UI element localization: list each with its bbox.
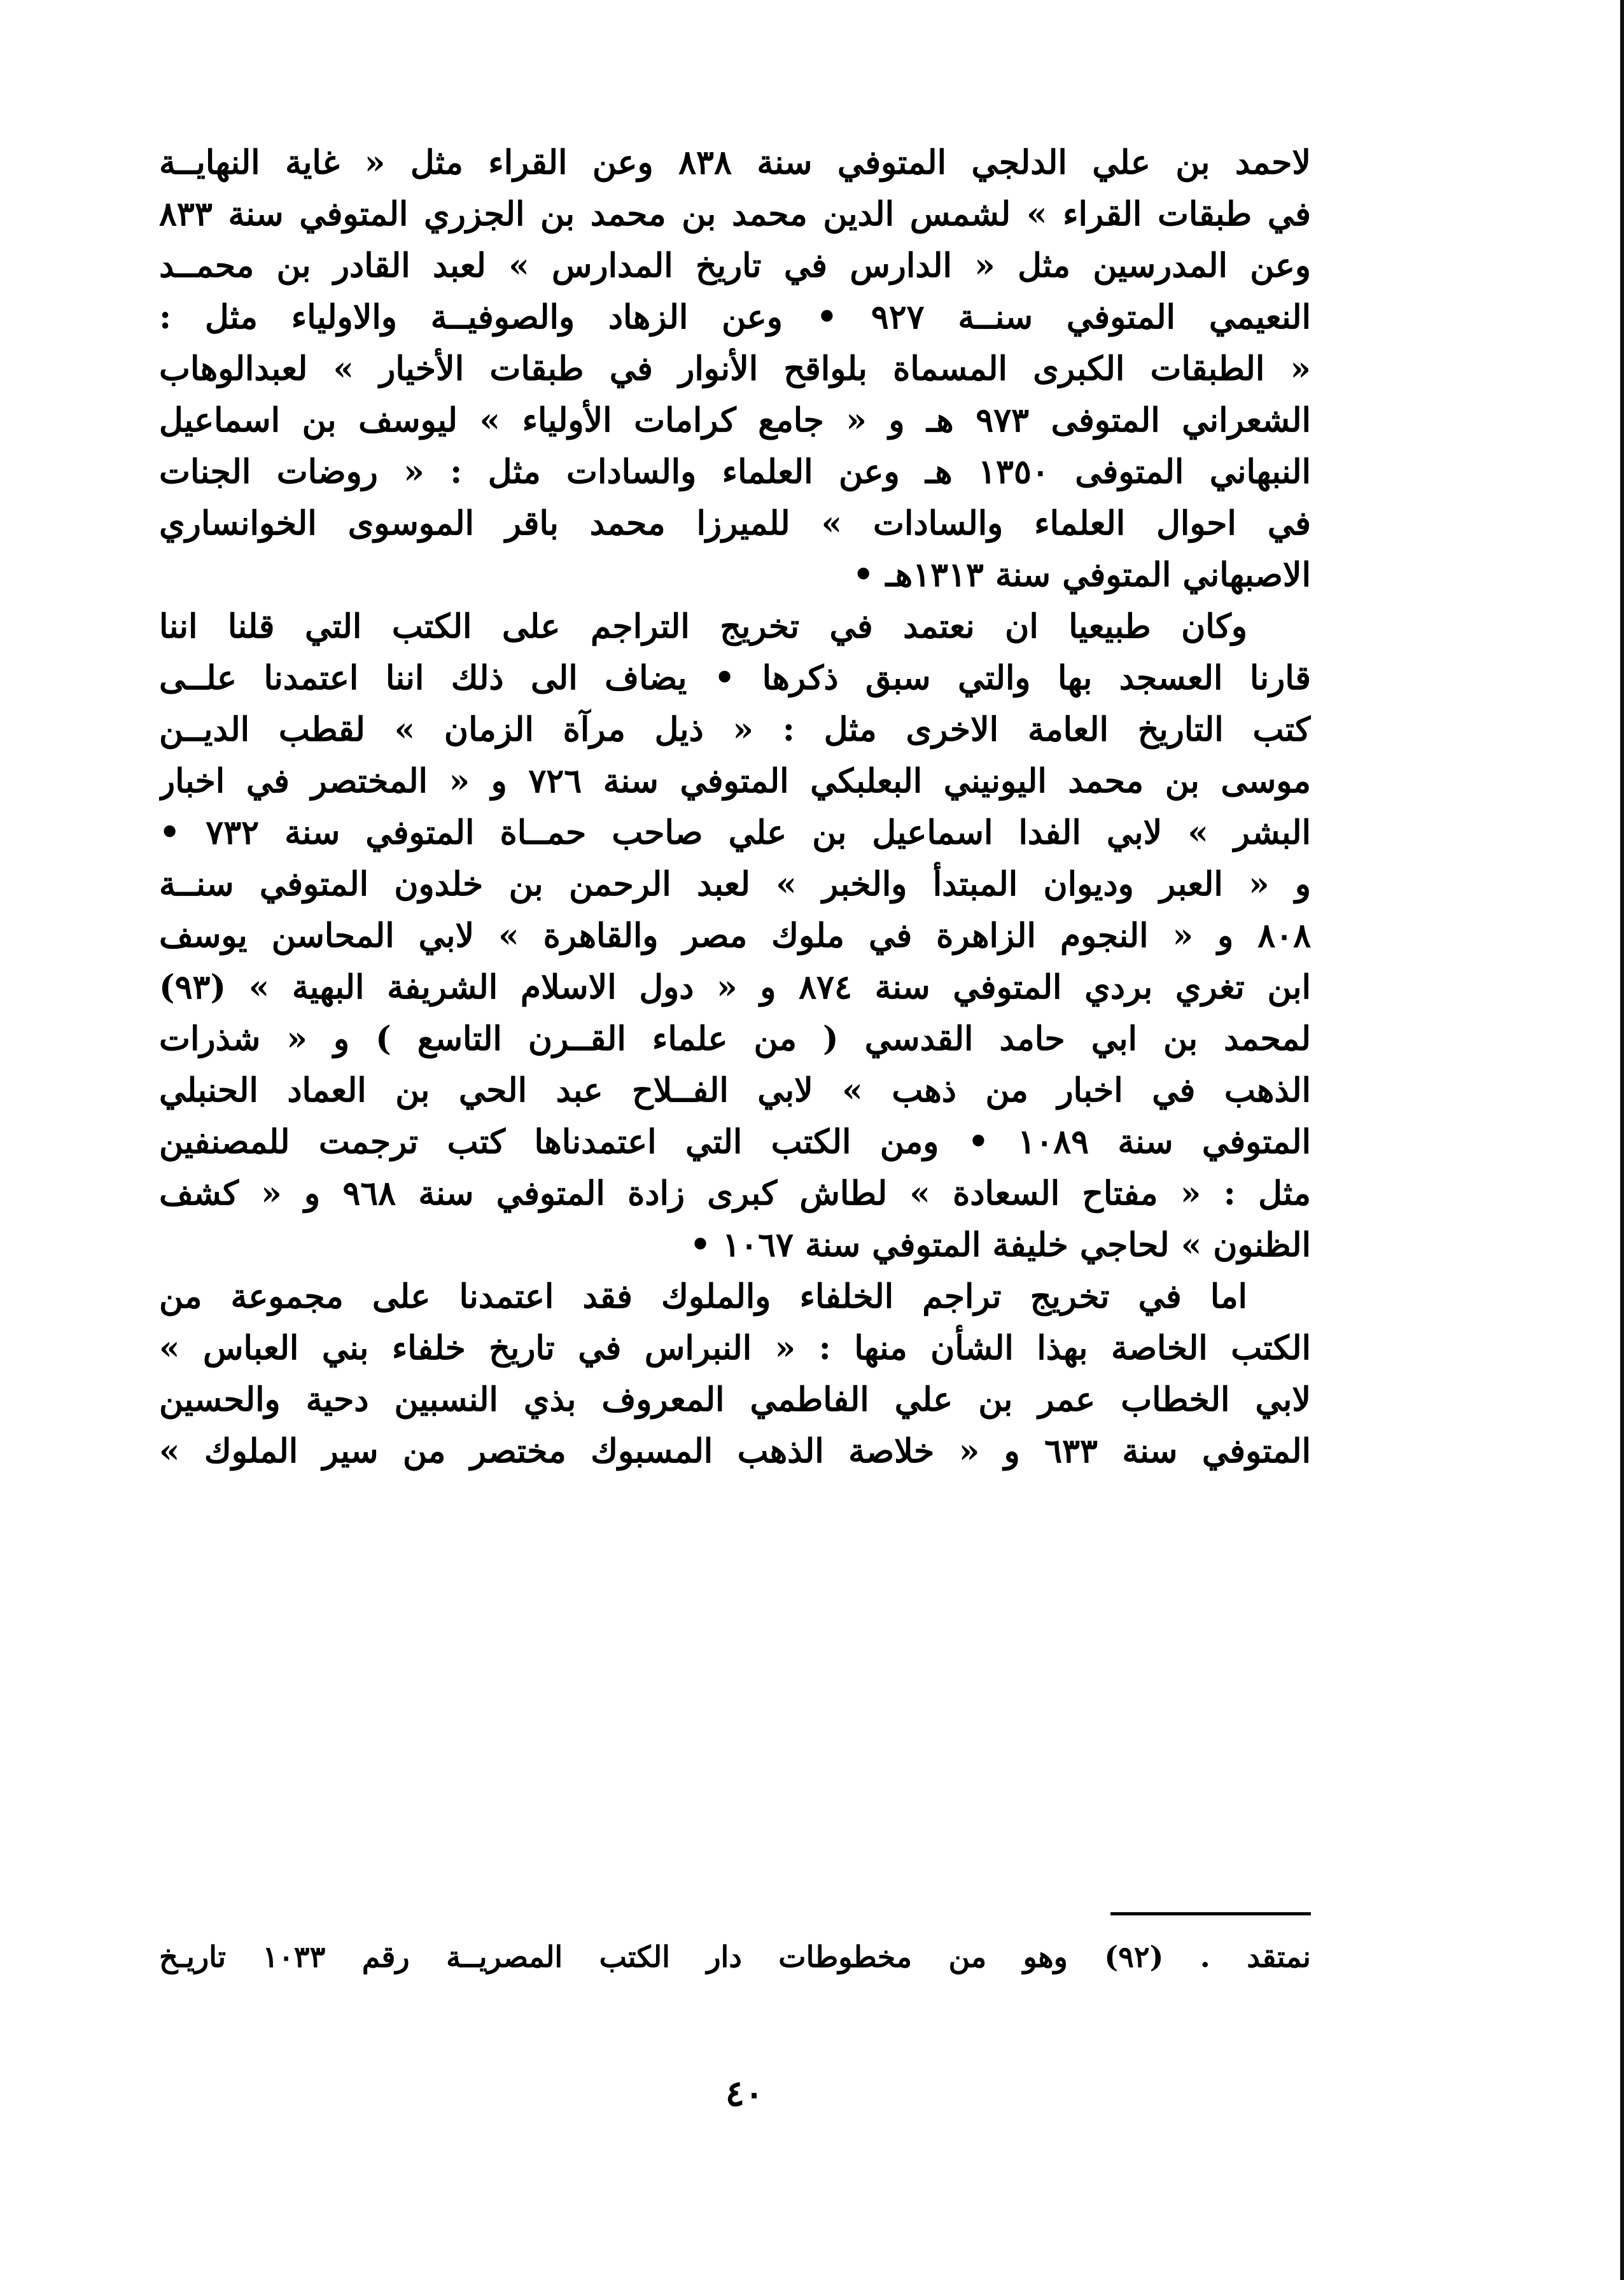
text-line: وعن المدرسين مثل « الدارس في تاريخ المدارس » لعبد القادر بن محمــد [159, 246, 1311, 285]
text-line: لمحمد بن ابي حامد القدسي ( من علماء القــرن التاسع ) و « شذرات [159, 1019, 1311, 1058]
footnote-text: نمتقد . (٩٢) وهو من مخطوطات دار الكتب المصريــة رقم ١٠٣٣ تاريـخ [159, 1940, 1311, 1974]
text-line: موسى بن محمد اليونيني البعلبكي المتوفي سنة ٧٢٦ و « المختصر في اخبار [159, 762, 1311, 801]
text-line: الكتب الخاصة بهذا الشأن منها : « النبراس في تاريخ خلفاء بني العباس » [159, 1329, 1311, 1367]
text-line: ابن تغري بردي المتوفي سنة ٨٧٤ و « دول الاسلام الشريفة البهية » (٩٣) [159, 968, 1311, 1007]
text-line: النبهاني المتوفى ١٣٥٠ هـ وعن العلماء والسادات مثل : « روضات الجنات [159, 452, 1311, 491]
text-line: لاحمد بن علي الدلجي المتوفي سنة ٨٣٨ وعن القراء مثل « غاية النهايــة [159, 143, 1311, 182]
text-line: في طبقات القراء » لشمس الدين محمد بن محمد بن الجزري المتوفي سنة ٨٣٣ [159, 195, 1311, 234]
paragraph-start-line: وكان طبيعيا ان نعتمد في تخريج التراجم على الكتب التي قلنا اننا [159, 607, 1247, 646]
text-line: الشعراني المتوفى ٩٧٣ هـ و « جامع كرامات الأولياء » ليوسف بن اسماعيل [159, 401, 1311, 440]
paragraph-start-line: اما في تخريج تراجم الخلفاء والملوك فقد اعتمدنا على مجموعة من [159, 1277, 1247, 1316]
text-line: المتوفي سنة ٦٣٣ و « خلاصة الذهب المسبوك مختصر من سير الملوك » [159, 1432, 1311, 1471]
text-line: « الطبقات الكبرى المسماة بلواقح الأنوار في طبقات الأخيار » لعبدالوهاب [159, 349, 1311, 388]
scan-edge-line [1620, 0, 1624, 2280]
text-line: مثل : « مفتاح السعادة » لطاش كبرى زادة المتوفي سنة ٩٦٨ و « كشف [159, 1174, 1311, 1213]
text-line: المتوفي سنة ١٠٨٩ • ومن الكتب التي اعتمدناها كتب ترجمت للمصنفين [159, 1123, 1311, 1161]
text-line: الذهب في اخبار من ذهب » لابي الفــلاح عبد الحي بن العماد الحنبلي [159, 1071, 1311, 1110]
text-line: النعيمي المتوفي سنــة ٩٢٧ • وعن الزهاد والصوفيــة والاولياء مثل : [159, 298, 1311, 337]
text-line: في احوال العلماء والسادات » للميرزا محمد باقر الموسوى الخوانساري [159, 504, 1311, 543]
footnote-separator [1110, 1912, 1311, 1915]
page-number: ٤٠ [725, 2073, 764, 2115]
text-line: كتب التاريخ العامة الاخرى مثل : « ذيل مرآة الزمان » لقطب الديــن [159, 710, 1311, 749]
text-line: قارنا العسجد بها والتي سبق ذكرها • يضاف الى ذلك اننا اعتمدنا علــى [159, 659, 1311, 697]
text-line: لابي الخطاب عمر بن علي الفاطمي المعروف بذي النسبين دحية والحسين [159, 1380, 1311, 1419]
text-line: ٨٠٨ و « النجوم الزاهرة في ملوك مصر والقاهرة » لابي المحاسن يوسف [159, 916, 1311, 955]
text-line: و « العبر وديوان المبتدأ والخبر » لعبد الرحمن بن خلدون المتوفي سنــة [159, 865, 1311, 904]
text-line: الظنون » لحاجي خليفة المتوفي سنة ١٠٦٧ • [689, 1226, 1311, 1264]
body-text [159, 137, 1311, 1477]
text-line: الاصبهاني المتوفي سنة ١٣١٣هـ • [853, 556, 1311, 594]
text-line: البشر » لابي الفدا اسماعيل بن علي صاحب حمــاة المتوفي سنة ٧٣٢ • [159, 813, 1311, 852]
